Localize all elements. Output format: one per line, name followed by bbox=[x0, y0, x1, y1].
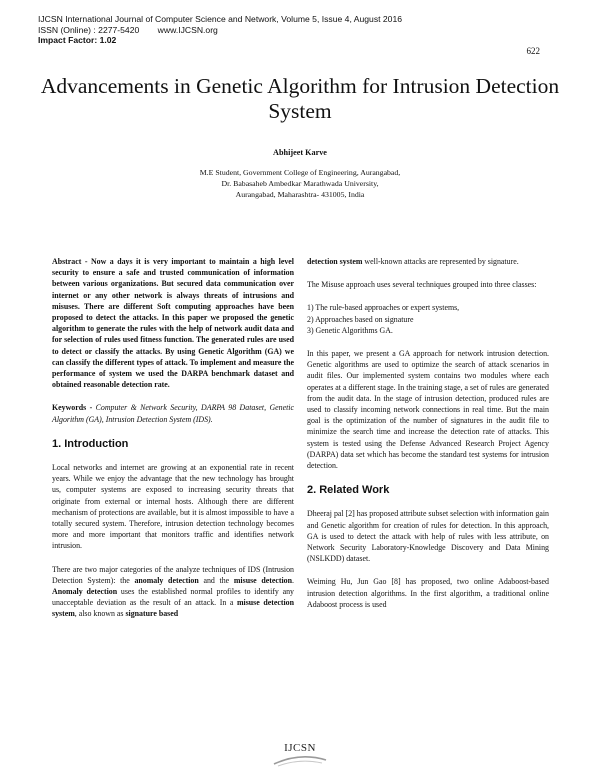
related-paragraph: Weiming Hu, Jun Gao [8] has proposed, two online Adaboost-based intrusion detection algorithms. In the first algorithm, a traditional online Adaboost process is used bbox=[307, 577, 549, 609]
paper-paragraph: In this paper, we present a GA approach for network intrusion detection. Genetic algorithms are used to optimize the search of attack scenarios in audit files. Our implemented system contains two modules where each operates at a different stage. In the training stage, a set of rules are generated from the audit data. In the stage of intrusion detection, produced rules are used to classify incoming network connections in real time. But the main goal is the optimization of the number of signatures in the audit file to minimize the search time and increase the detection rate of attacks. This system is tested using the Defense Advanced Research Project Agency (DARPA) data set which has become the standard test systems for intrusion detection. bbox=[307, 349, 549, 471]
paper-title: Advancements in Genetic Algorithm for Intrusion Detection System bbox=[40, 74, 560, 123]
intro-paragraph: Local networks and internet are growing at an exponential rate in recent years. While we enjoy the advantage that the new technology has brought us, computer systems are exposed to increasing security threats that originate from external or internal hosts. Although there are different mechanism of protections are available, but it is almost impossible to have a totally secured system. Therefore, intrusion detection technology becomes more and more important that monitors traffic and identifies network intrusion. bbox=[52, 463, 294, 551]
misuse-intro: The Misuse approach uses several techniques grouped into three classes: bbox=[307, 280, 537, 290]
text-run: There are two major categories of the analyze techniques of IDS (Intrusion Detection System): the bbox=[52, 564, 294, 585]
related-paragraph: Dheeraj pal [2] has proposed attribute subset selection with information gain and Genetic algorithm for creation of rules for detection. In this approach, GA is used to detect the attack with help of rules with less attribute, on Network Security Laboratory-Knowledge Discovery and Data Mining (NSLKDD) dataset. bbox=[307, 509, 549, 564]
author-affiliation bbox=[0, 167, 600, 200]
right-column bbox=[307, 256, 549, 622]
term-misuse-detection-system: misuse detection system bbox=[52, 598, 295, 619]
logo-text: IJCSN bbox=[284, 742, 316, 754]
journal-line: IJCSN International Journal of Computer Science and Network, Volume 5, Issue 4, August 2016 bbox=[38, 14, 403, 24]
logo-swoosh-icon bbox=[270, 754, 330, 768]
abstract bbox=[52, 256, 294, 390]
term-anomaly-detection: anomaly detection bbox=[134, 575, 199, 585]
term-signature-based: signature based bbox=[125, 609, 179, 619]
affiliation-line: M.E Student, Government College of Engineering, Aurangabad, bbox=[199, 168, 401, 177]
technique-list bbox=[307, 302, 549, 336]
text-run: , also known as bbox=[74, 609, 126, 619]
text-run: and the bbox=[198, 575, 234, 585]
text-run: uses the established normal profiles to identify any unacceptable deviation as the result of an attack. In a bbox=[52, 587, 294, 608]
list-item: 2) Approaches based on signature bbox=[307, 314, 414, 324]
section-heading-related-work: 2. Related Work bbox=[307, 484, 390, 497]
keywords-label: Keywords - bbox=[52, 403, 96, 413]
journal-website[interactable]: www.IJCSN.org bbox=[157, 24, 218, 35]
affiliation-line: Dr. Babasaheb Ambedkar Marathwada University, bbox=[221, 179, 379, 188]
continued-paragraph bbox=[307, 256, 549, 267]
term-detection-system: detection system bbox=[307, 257, 363, 266]
affiliation-line: Aurangabad, Maharashtra- 431005, India bbox=[235, 190, 365, 199]
text-run: . bbox=[292, 575, 295, 585]
section-heading-introduction: 1. Introduction bbox=[52, 437, 129, 450]
author-name: Abhijeet Karve bbox=[273, 148, 327, 157]
list-item: 3) Genetic Algorithms GA. bbox=[307, 325, 393, 335]
keywords bbox=[52, 402, 294, 424]
issn: ISSN (Online) : 2277-5420 bbox=[38, 24, 140, 35]
term-anomaly-detection: Anomaly detection bbox=[52, 587, 118, 597]
list-item: 1) The rule-based approaches or expert systems, bbox=[307, 303, 460, 313]
text-run: well-known attacks are represented by signature. bbox=[362, 257, 519, 266]
page-number: 622 bbox=[526, 46, 540, 56]
intro-paragraph bbox=[52, 564, 294, 620]
left-column bbox=[52, 256, 294, 632]
abstract-label: Abstract - bbox=[52, 257, 91, 266]
term-misuse-detection: misuse detection bbox=[233, 575, 293, 585]
abstract-text: Now a days it is very important to maintain a high level security to ensure a safe and trusted communication of information between various organizations. But secured data communication over internet or any other network is always threats of intrusions and misuses. There are different Soft computing approaches have been proposed to detect the attacks. In this paper we proposed the genetic algorithm to generate the rules with the help of network audit data and for selection of rules used fitness function. The generated rules are used to detect or classify the attacks. By using Genetic Algorithm (GA) we can classify the different types of attack. To implement and measure the performance of system we used the DARPA benchmark dataset and obtained reasonable detection rate. bbox=[52, 257, 295, 390]
impact-factor: Impact Factor: 1.02 bbox=[38, 35, 117, 45]
footer-logo bbox=[0, 742, 600, 768]
keywords-text: Computer & Network Security, DARPA 98 Dataset, Genetic Algorithm (GA), Intrusion Detection System (IDS). bbox=[52, 403, 295, 424]
issn-row bbox=[38, 25, 402, 36]
journal-header bbox=[38, 14, 402, 46]
